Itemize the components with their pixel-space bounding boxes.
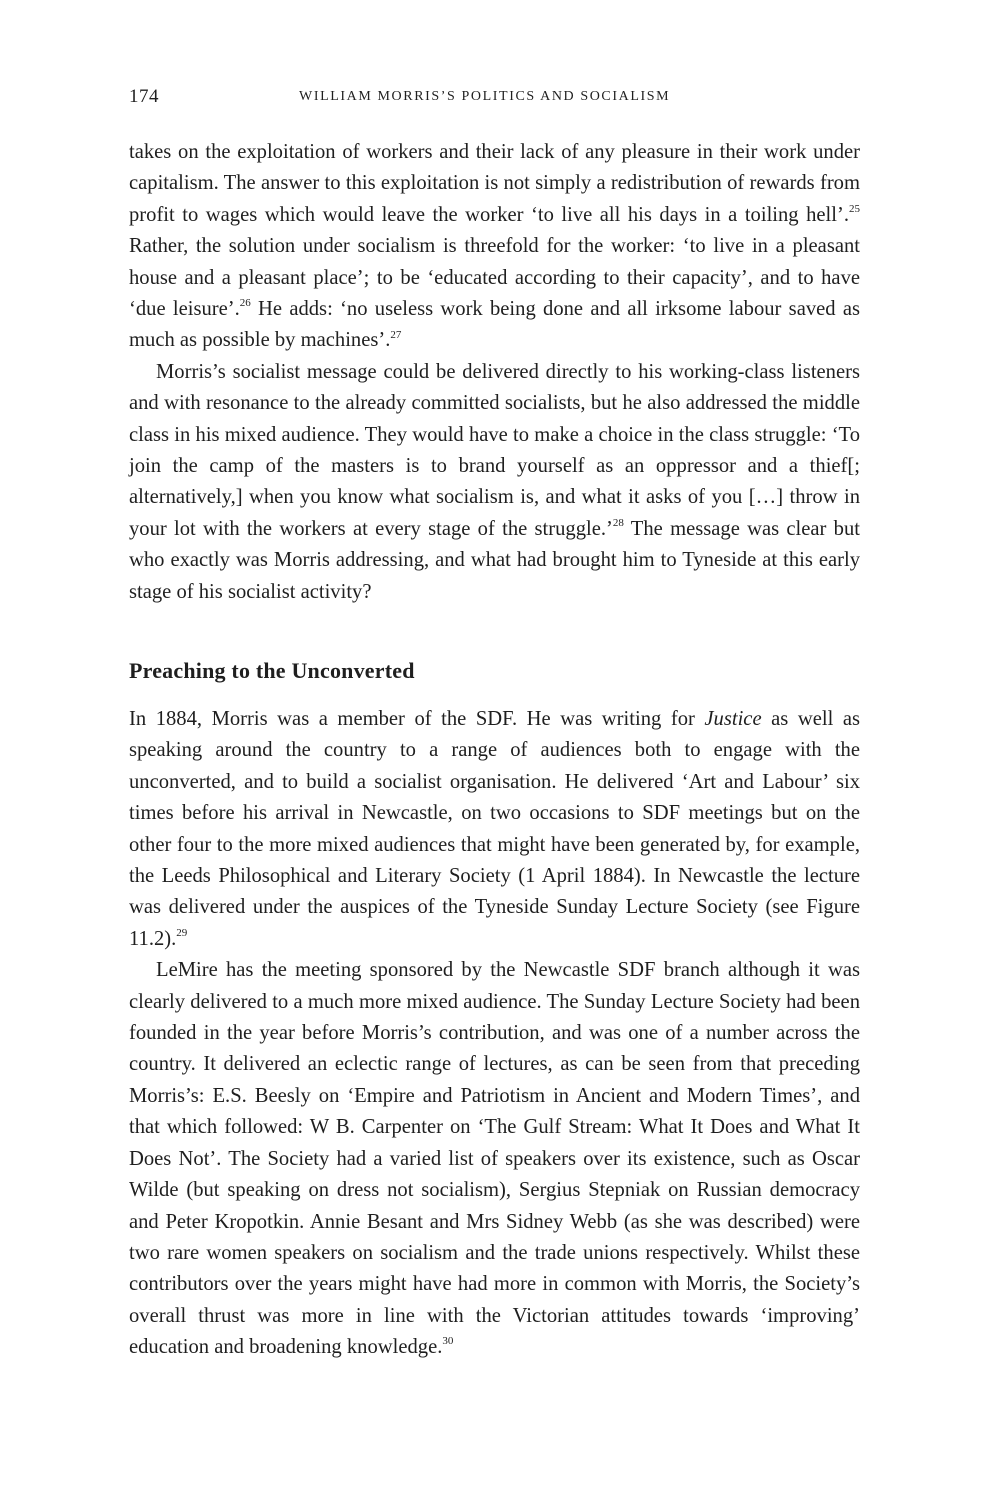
footnote-marker: 25 (849, 202, 860, 215)
paragraph-text: Morris’s socialist message could be delivered directly to his working-class listeners and with resonance to the already committed socialists, but he also addressed the middle class in his mixed audience. They would have to make a choice in the class struggle: ‘To join the camp of the masters is to brand yourself as an oppressor and a thief[; alternatively,] when you know what socialism is, and what it asks of you […] throw in your lot with the workers at every stage of the struggle.’ (129, 360, 860, 540)
footnote-marker: 30 (442, 1335, 454, 1348)
italic-title: Justice (704, 708, 762, 730)
paragraph-text: Rather, the solution under socialism is threefold for the worker: ‘to live in a pleasant house and a pleasant place’; to be ‘educated according to their capacity’, and to have ‘due leisure’. (129, 235, 860, 321)
footnote-marker: 28 (612, 517, 624, 530)
paragraph-text: as well as speaking around the country to a range of audiences both to engage with the unconverted, and to build a socialist organisation. He delivered ‘Art and Labour’ six times before his arrival in Newcastle, on two occasions to SDF meetings but on the other four to the more mixed audiences that might have been generated by, for example, the Leeds Philosophical and Literary Society (1 April 1884). In Newcastle the lecture was delivered under the auspices of the Tyneside Sunday Lecture Society (see Figure 11.2). (129, 708, 860, 950)
running-head (129, 86, 861, 110)
paragraph-text: The message was clear but who exactly was Morris addressing, and what had brought him to Tyneside at this early stage of his socialist activity? (129, 517, 861, 603)
running-title: WILLIAM MORRIS’S POLITICS AND SOCIALISM (299, 89, 671, 104)
paragraph-text: In 1884, Morris was a member of the SDF. He was writing for (129, 708, 705, 730)
body-text-top (129, 137, 860, 608)
body-paragraph (129, 357, 860, 608)
paragraph-text: LeMire has the meeting sponsored by the Newcastle SDF branch although it was clearly delivered to a much more mixed audience. The Sunday Lecture Society had been founded in the year before Morris’s contribution, and was one of a number across the country. It delivered an eclectic range of lectures, as can be seen from that preceding Morris’s: E.S. Beesly on ‘Empire and Patriotism in Ancient and Modern Times’, and that which followed: W B. Carpenter on ‘The Gulf Stream: What It Does and What It Does Not’. The Society had a varied list of speakers over its existence, such as Oscar Wilde (but speaking on dress not socialism), Sergius Stepniak on Russian democracy and Peter Kropotkin. Annie Besant and Mrs Sidney Webb (as she was described) were two rare women speakers on socialism and the trade unions respectively. Whilst these contributors over the years might have had more in common with Morris, the Society’s overall thrust was more in line with the Victorian attitudes towards ‘improving’ education and broadening knowledge. (129, 959, 860, 1359)
section-heading: Preaching to the Unconverted (129, 658, 415, 683)
paragraph-text: takes on the exploitation of workers and their lack of any pleasure in their work under capitalism. The answer to this exploitation is not simply a redistribution of rewards from profit to wages which would leave the worker ‘to live all his days in a toiling hell’. (129, 141, 860, 226)
page-number: 174 (129, 86, 159, 107)
body-paragraph (129, 704, 860, 955)
footnote-marker: 29 (176, 926, 188, 939)
footnote-marker: 26 (239, 297, 251, 310)
paragraph-text: He adds: ‘no useless work being done and all irksome labour saved as much as possible by machines’. (129, 298, 860, 352)
body-paragraph (129, 137, 860, 357)
body-text-section (129, 704, 860, 1364)
footnote-marker: 27 (390, 328, 402, 341)
body-paragraph (129, 955, 860, 1363)
